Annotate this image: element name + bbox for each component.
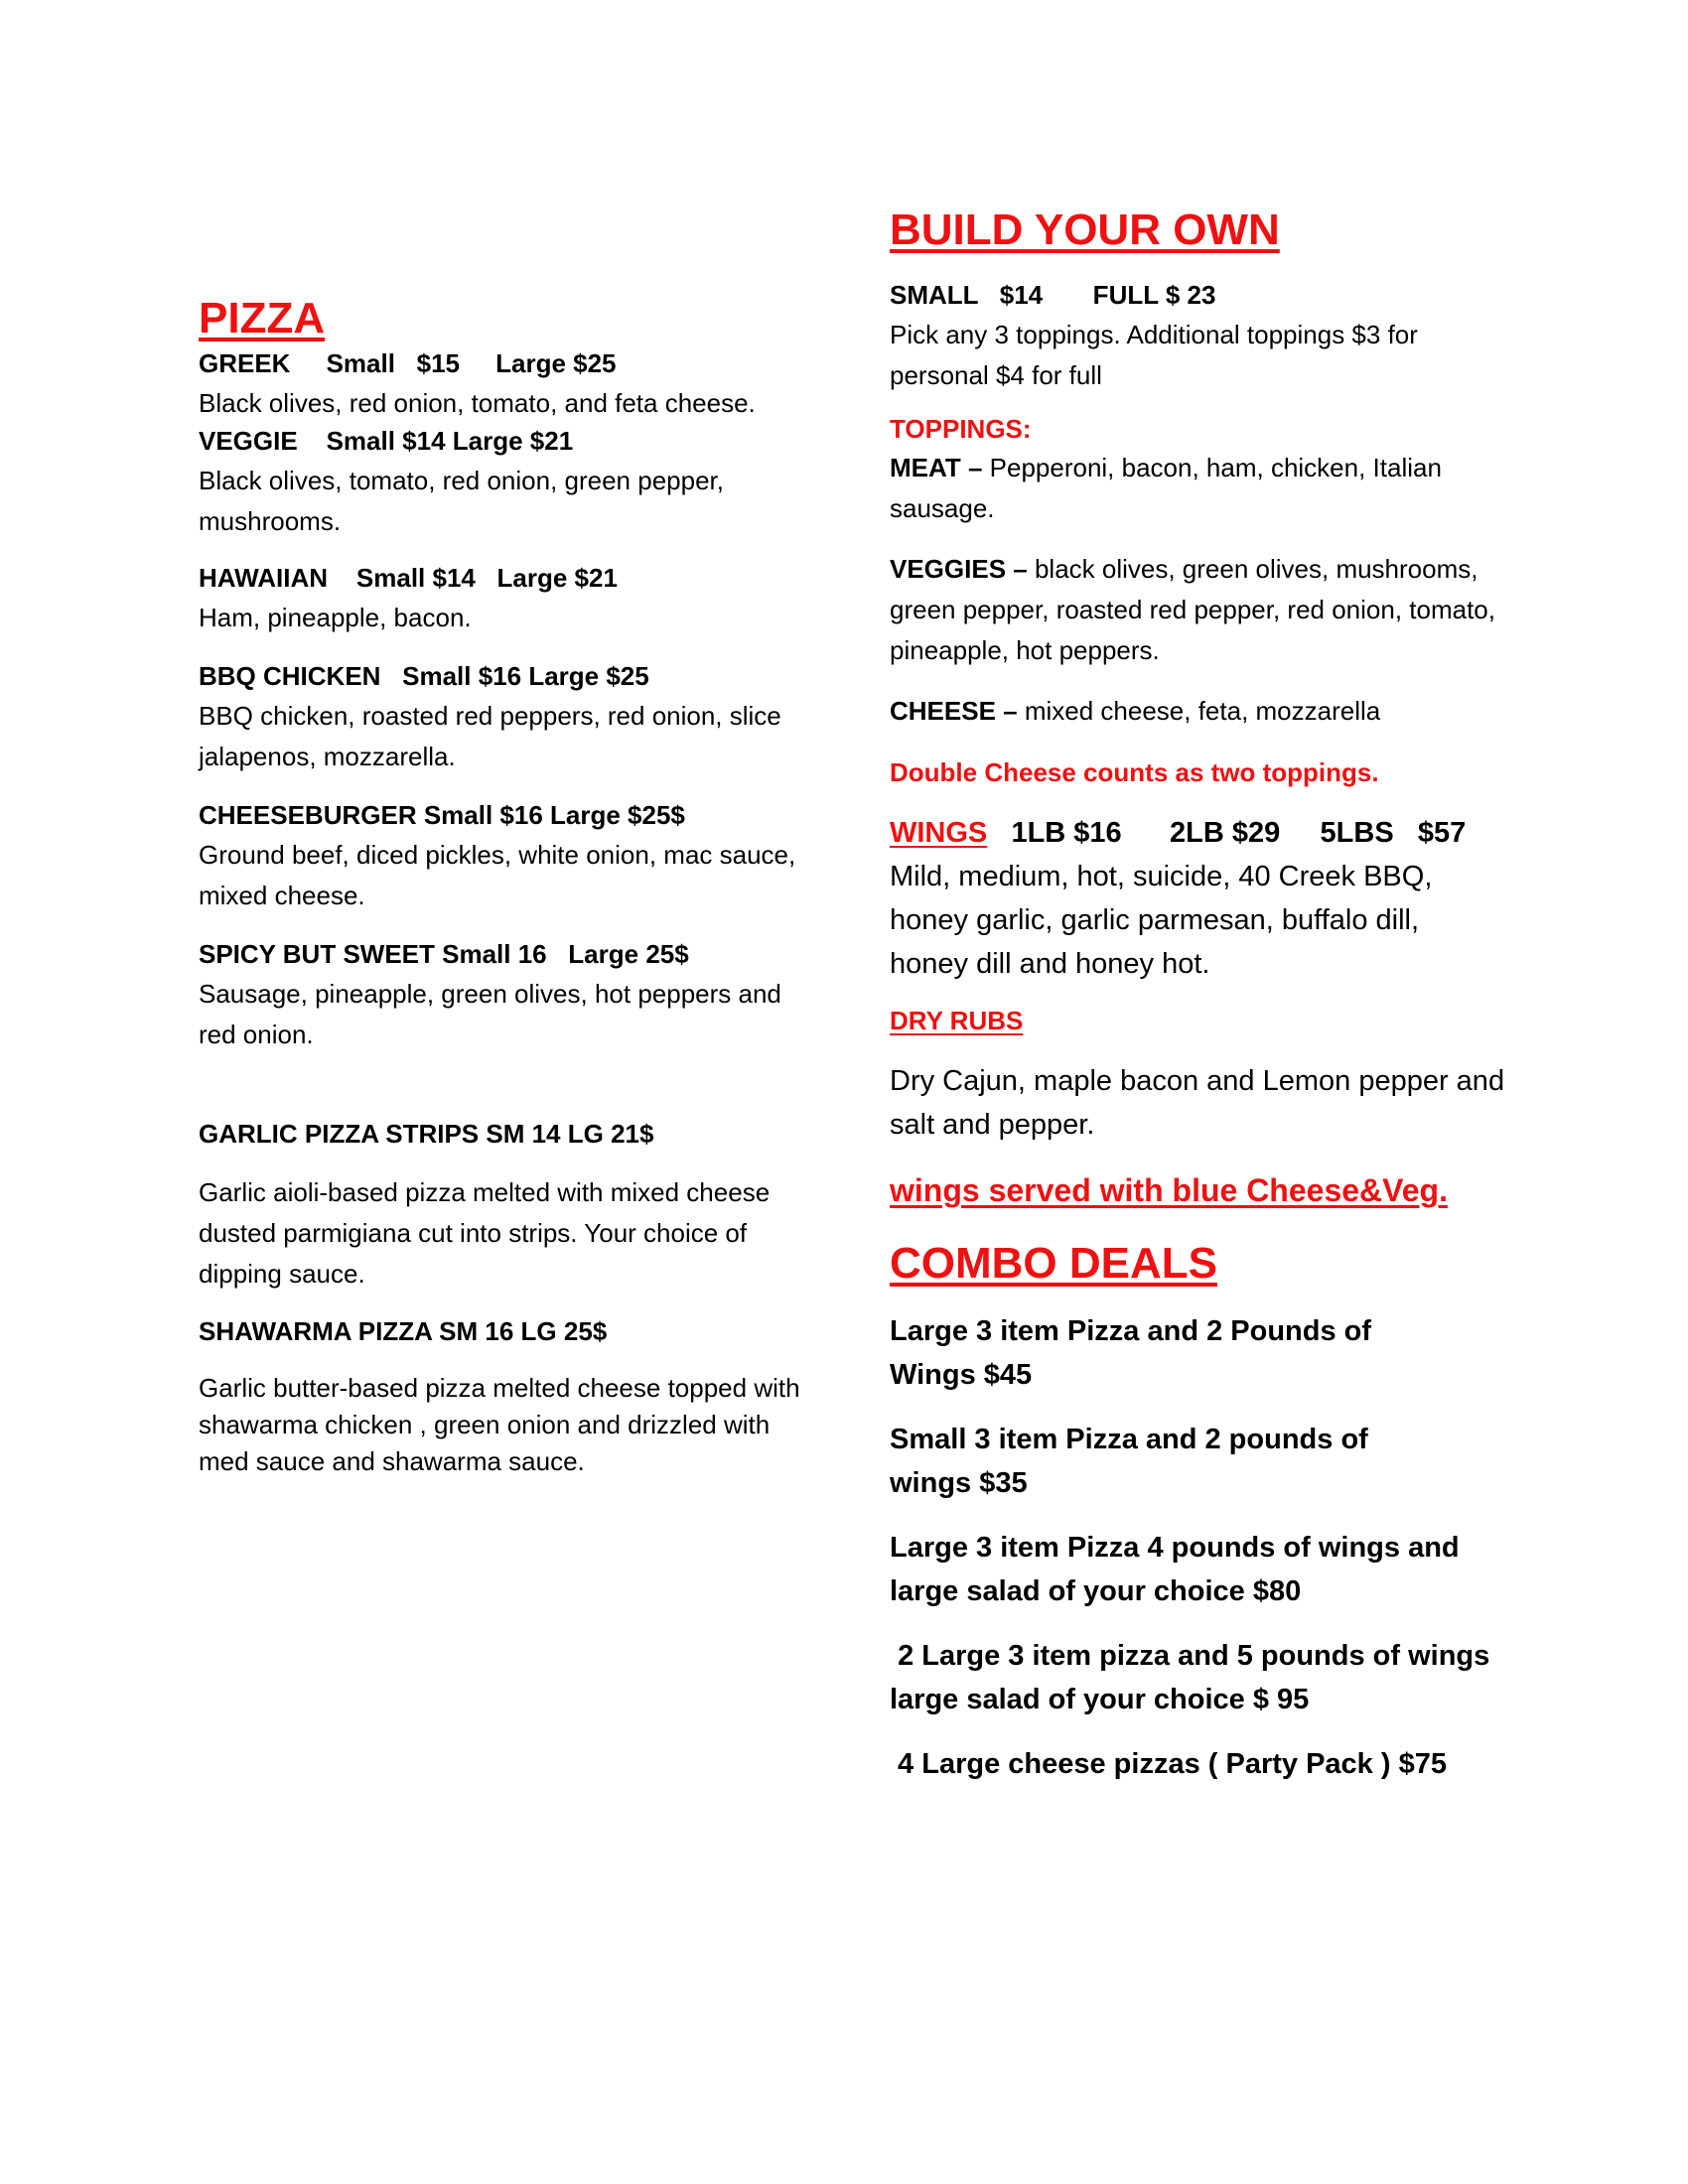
veggies-text: black olives, green olives, mushrooms, green pepper, roasted red pepper, red onion, tomato, pineapple, hot peppers. [890,554,1495,665]
veggies-label: VEGGIES – [890,554,1028,584]
menu-item [199,561,814,638]
combo-item: 2 Large 3 item pizza and 5 pounds of wings large salad of your choice $ 95 [890,1640,1498,1715]
toppings-title: TOPPINGS: [890,414,1032,444]
double-cheese-note: Double Cheese counts as two toppings. [890,757,1379,787]
meat-text: Pepperoni, bacon, ham, chicken, Italian sausage. [890,453,1442,523]
combo-item: Large 3 item Pizza 4 pounds of wings and large salad of your choice $80 [890,1532,1460,1607]
item-name-price: GARLIC PIZZA STRIPS SM 14 LG 21$ [199,1119,654,1149]
combo-item: 4 Large cheese pizzas ( Party Pack ) $75 [890,1748,1447,1780]
menu-item [199,1117,814,1295]
wings-served-note: wings served with blue Cheese&Veg. [890,1172,1448,1208]
item-description: Black olives, red onion, tomato, and feta cheese. [199,388,756,418]
build-sizes: SMALL $14 FULL $ 23 [890,280,1216,310]
item-name-price: SPICY BUT SWEET Small 16 Large 25$ [199,939,689,969]
pizza-title: PIZZA [199,294,326,342]
cheese-text: mixed cheese, feta, mozzarella [1017,696,1381,726]
wings-title: WINGS [890,817,988,849]
toppings-cheese [890,691,1505,732]
item-description: Ham, pineapple, bacon. [199,603,472,632]
item-name-price: CHEESEBURGER Small $16 Large $25$ [199,800,685,830]
build-your-own-title: BUILD YOUR OWN [890,205,1280,254]
build-description: Pick any 3 toppings. Additional toppings $3 for personal $4 for full [890,320,1418,390]
item-name-price: VEGGIE Small $14 Large $21 [199,426,574,456]
pizza-section [199,293,814,1480]
item-description: Garlic butter-based pizza melted cheese topped with shawarma chicken , green onion and drizzled with med sauce and shawarma sauce. [199,1373,800,1476]
item-name-price: BBQ CHICKEN Small $16 Large $25 [199,661,649,691]
cheese-label: CHEESE – [890,696,1018,726]
combo-item: Large 3 item Pizza and 2 Pounds of Wings $45 [890,1315,1372,1391]
item-description: Ground beef, diced pickles, white onion, mac sauce, mixed cheese. [199,840,796,910]
toppings-meat [890,448,1505,529]
item-description: Black olives, tomato, red onion, green pepper, mushrooms. [199,466,724,536]
wings-header [890,811,1505,855]
menu-item [199,346,814,424]
menu-item [199,659,814,777]
toppings-veggies [890,549,1505,671]
combo-deals-title: COMBO DEALS [890,1239,1217,1288]
item-name-price: SHAWARMA PIZZA SM 16 LG 25$ [199,1316,608,1346]
item-description: BBQ chicken, roasted red peppers, red onion, slice jalapenos, mozzarella. [199,701,781,771]
menu-item [199,937,814,1055]
item-description: Garlic aioli-based pizza melted with mixed cheese dusted parmigiana cut into strips. Your choice of dipping sauce. [199,1177,771,1289]
wings-flavors: Mild, medium, hot, suicide, 40 Creek BBQ, honey garlic, garlic parmesan, buffalo dill, honey dill and honey hot. [890,861,1433,980]
item-name-price: GREEK Small $15 Large $25 [199,348,617,378]
item-description: Sausage, pineapple, green olives, hot peppers and red onion. [199,979,781,1049]
menu-item [199,1314,814,1480]
right-column [890,205,1505,1786]
combo-item: Small 3 item Pizza and 2 pounds of wings $35 [890,1424,1368,1499]
menu-item [199,424,814,542]
dry-rubs-title: DRY RUBS [890,1006,1024,1035]
wings-prices: 1LB $16 2LB $29 5LBS $57 [987,817,1467,849]
menu-item [199,798,814,916]
item-name-price: HAWAIIAN Small $14 Large $21 [199,563,618,593]
meat-label: MEAT – [890,453,983,482]
dry-rubs-text: Dry Cajun, maple bacon and Lemon pepper and salt and pepper. [890,1065,1505,1141]
